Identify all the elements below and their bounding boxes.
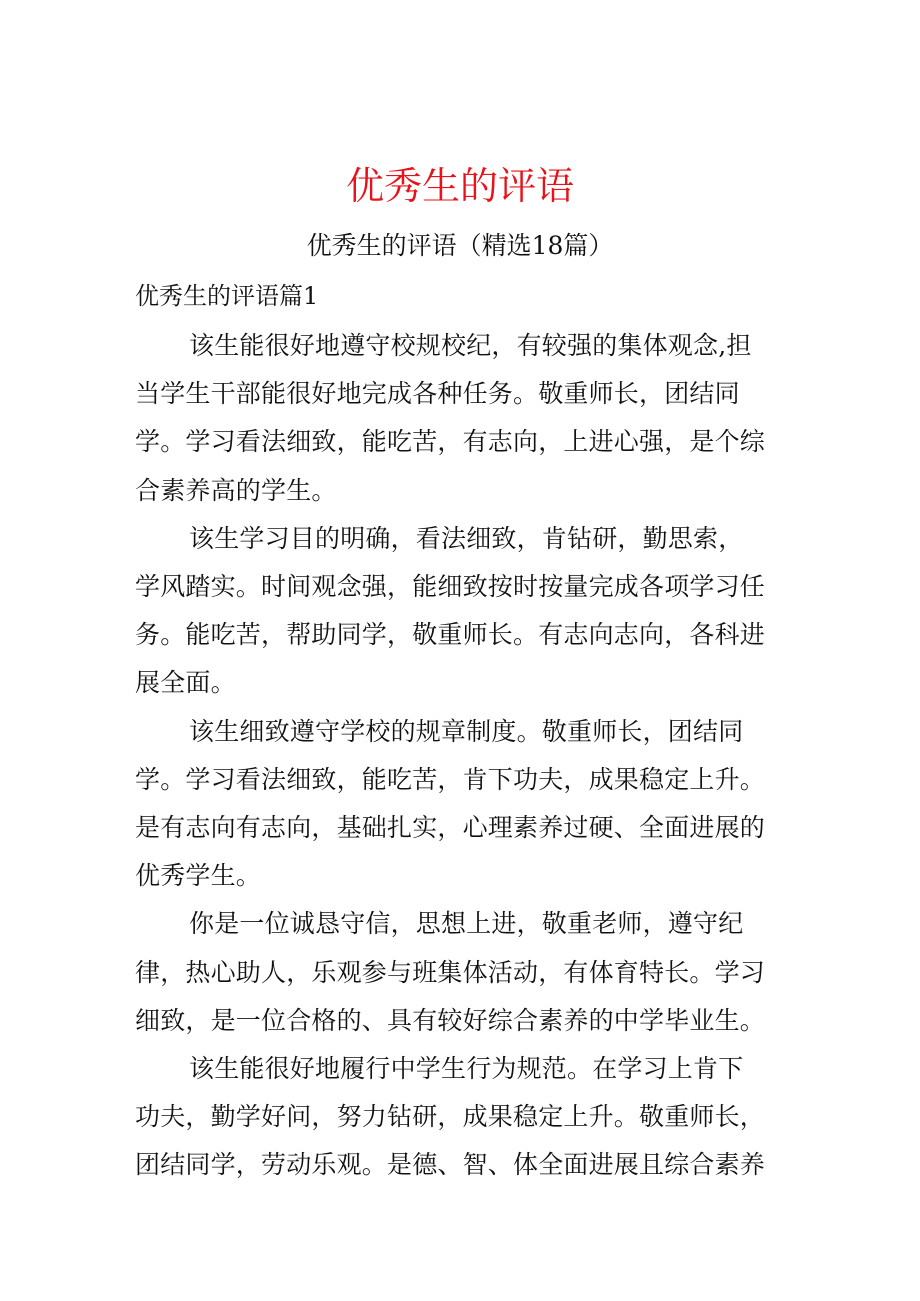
paragraph-line: 律，热心助人，乐观参与班集体活动，有体育特长。学习: [135, 957, 766, 987]
paragraph-line: 你是一位诚恳守信，思想上进，敬重老师，遵守纪: [189, 909, 744, 939]
paragraph-line: 展全面。: [135, 668, 236, 698]
paragraph-line: 当学生干部能很好地完成各种任务。敬重师长，团结同: [135, 379, 740, 409]
paragraph-1: [135, 322, 795, 515]
paragraph-line: 务。能吃苦，帮助同学，敬重师长。有志向志向，各科进: [135, 620, 766, 650]
section-heading: 优秀生的评语篇1: [135, 282, 319, 310]
document-title: 优秀生的评语: [345, 164, 574, 208]
paragraph-2: [135, 515, 795, 708]
paragraph-5: [135, 1045, 795, 1190]
document-body: [135, 322, 795, 1190]
paragraph-3: [135, 708, 795, 901]
paragraph-line: 优秀学生。: [135, 861, 262, 891]
paragraph-line: 该生学习目的明确，看法细致，肯钻研，勤思索，: [189, 523, 744, 553]
paragraph-line: 合素养高的学生。: [135, 475, 337, 505]
document-subtitle: 优秀生的评语（精选18篇）: [306, 231, 614, 260]
paragraph-line: 功夫，勤学好问，努力钻研，成果稳定上升。敬重师长，: [135, 1102, 766, 1132]
paragraph-line: 是有志向有志向，基础扎实，心理素养过硬、全面进展的: [135, 813, 766, 843]
paragraph-line: 该生细致遵守学校的规章制度。敬重师长，团结同: [189, 716, 744, 746]
paragraph-line: 学。学习看法细致，能吃苦，肯下功夫，成果稳定上升。: [135, 764, 766, 794]
paragraph-line: 学风踏实。时间观念强，能细致按时按量完成各项学习任: [135, 572, 766, 602]
paragraph-4: [135, 900, 795, 1045]
paragraph-line: 该生能很好地遵守校规校纪，有较强的集体观念,担: [189, 331, 752, 360]
paragraph-line: 学。学习看法细致，能吃苦，有志向，上进心强，是个综: [135, 427, 766, 457]
paragraph-line: 该生能很好地履行中学生行为规范。在学习上肯下: [189, 1054, 744, 1084]
paragraph-line: 团结同学，劳动乐观。是德、智、体全面进展且综合素养: [135, 1150, 766, 1180]
paragraph-line: 细致，是一位合格的、具有较好综合素养的中学毕业生。: [135, 1005, 766, 1035]
